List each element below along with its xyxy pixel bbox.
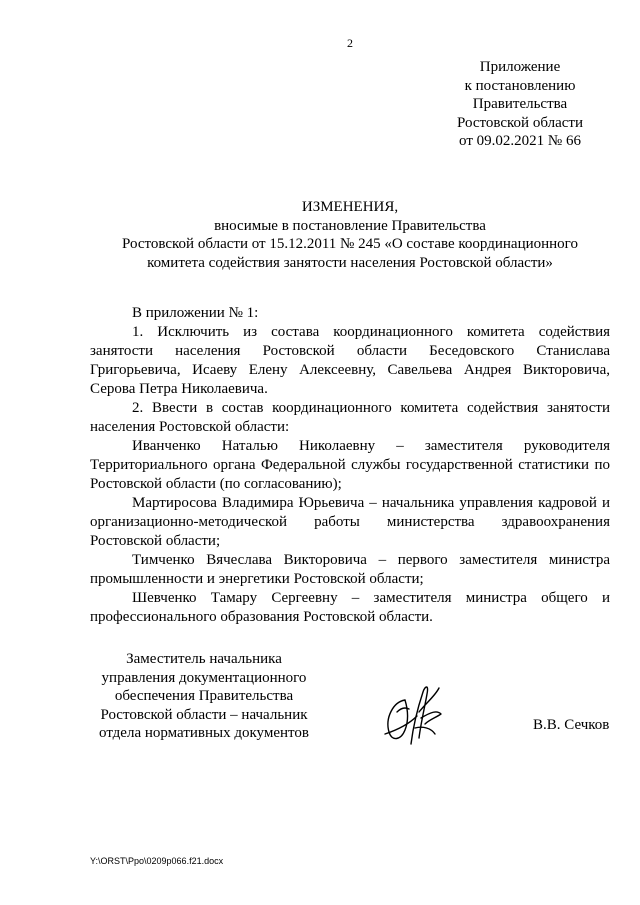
member-paragraph: Шевченко Тамару Сергеевну – заместителя министра общего и профессионального образования Ростовской области. xyxy=(90,590,610,625)
document-title xyxy=(60,198,640,272)
appendix-line: Правительства xyxy=(472,96,568,112)
handwritten-signature-icon xyxy=(375,672,455,757)
position-line: управления документационного xyxy=(101,669,307,686)
item-1-paragraph: 1. Исключить из состава координационного комитета содействия занятости населения Ростовской области Беседовского Станислава Григорьевича, Исаеву Елену Алексеевну, Савельева Андрея Викторовича, Серова Петра Николаевича. xyxy=(90,324,610,397)
member-paragraph: Иванченко Наталью Николаевну – заместителя руководителя Территориального органа Федеральной службы государственной статистики по Ростовской области (по согласованию); xyxy=(90,438,610,492)
appendix-line: Приложение xyxy=(479,59,561,75)
position-line: обеспечения Правительства xyxy=(114,688,294,704)
page-number: 2 xyxy=(347,36,353,50)
intro-paragraph: В приложении № 1: xyxy=(132,305,259,321)
position-line: Заместитель начальника xyxy=(126,651,282,667)
document-body xyxy=(90,304,610,627)
appendix-header xyxy=(430,58,610,151)
appendix-line: к постановлению xyxy=(464,77,576,94)
title-line: Ростовской области от 15.12.2011 № 245 «О составе координационного xyxy=(122,236,578,252)
member-paragraph: Тимченко Вячеслава Викторовича – первого заместителя министра промышленности и энергетики Ростовской области; xyxy=(90,552,610,587)
member-paragraph: Мартиросова Владимира Юрьевича – начальника управления кадровой и организационно-методической работы министерства здравоохранения Ростовской области; xyxy=(90,495,610,549)
signatory-name: В.В. Сечков xyxy=(533,717,610,733)
position-line: Ростовской области – начальник xyxy=(100,706,308,723)
item-2-paragraph: 2. Ввести в состав координационного комитета содействия занятости населения Ростовской области: xyxy=(90,400,610,435)
position-line: отдела нормативных документов xyxy=(99,725,309,741)
file-path-footer: Y:\ORST\Ppo\0209p066.f21.docx xyxy=(90,856,224,866)
appendix-line: от 09.02.2021 № 66 xyxy=(459,133,581,149)
title-line: вносимые в постановление Правительства xyxy=(214,217,486,234)
appendix-line: Ростовской области xyxy=(457,114,583,131)
title-line: комитета содействия занятости населения Ростовской области» xyxy=(147,254,553,271)
signatory-position xyxy=(90,650,318,743)
title-heading: ИЗМЕНЕНИЯ, xyxy=(301,199,399,215)
